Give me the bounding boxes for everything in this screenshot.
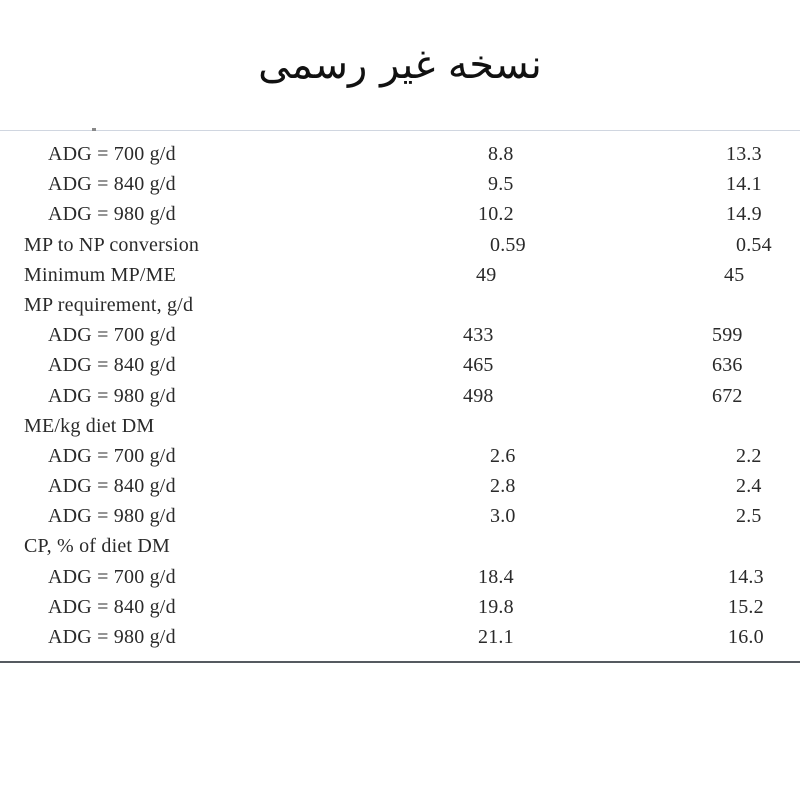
table-row — [0, 442, 800, 472]
row-label: ADG = 840 g/d — [48, 173, 176, 196]
table-row — [0, 472, 800, 502]
row-label: ADG = 980 g/d — [48, 626, 176, 648]
row-value-2: 599 — [712, 324, 743, 347]
row-value-1: 18.4 — [478, 565, 514, 588]
row-label: ADG = 980 g/d — [48, 505, 176, 528]
table-row — [0, 382, 800, 412]
row-label: ADG = 840 g/d — [48, 475, 176, 498]
row-label: ME/kg diet DM — [24, 414, 155, 437]
row-label: MP to NP conversion — [24, 233, 200, 256]
row-label: ADG = 980 g/d — [48, 384, 176, 407]
table-row — [0, 623, 800, 653]
row-value-1: 9.5 — [488, 173, 514, 196]
row-value-1: 49 — [476, 263, 497, 286]
row-label: ADG = 700 g/d — [48, 565, 176, 588]
row-value-2: 15.2 — [728, 595, 764, 618]
row-label: CP, % of diet DM — [24, 535, 170, 558]
watermark-text: نسخه غیر رسمی — [258, 42, 542, 88]
row-label: ADG = 840 g/d — [48, 354, 176, 377]
row-value-2: 13.3 — [726, 143, 762, 165]
table-row — [0, 140, 800, 170]
table-row — [0, 351, 800, 381]
table-row — [0, 291, 800, 321]
row-value-1: 0.59 — [490, 233, 526, 256]
row-value-2: 0.54 — [736, 233, 772, 256]
row-value-2: 14.3 — [728, 565, 764, 588]
row-value-1: 433 — [463, 324, 494, 347]
cut-mark — [92, 128, 96, 131]
bottom-rule — [0, 661, 800, 663]
row-value-1: 10.2 — [478, 203, 514, 226]
row-value-2: 45 — [724, 263, 745, 286]
table-row — [0, 532, 800, 562]
row-value-1: 3.0 — [490, 505, 516, 528]
row-label: MP requirement, g/d — [24, 293, 194, 316]
row-label: ADG = 980 g/d — [48, 203, 176, 226]
table-row — [0, 170, 800, 200]
row-value-1: 2.6 — [490, 444, 516, 467]
table-row — [0, 200, 800, 230]
table-row — [0, 261, 800, 291]
row-value-2: 636 — [712, 354, 743, 377]
row-value-1: 498 — [463, 384, 494, 407]
row-value-1: 21.1 — [478, 626, 514, 648]
row-value-2: 2.4 — [736, 475, 762, 498]
data-table — [0, 140, 800, 653]
table-row — [0, 321, 800, 351]
row-label: ADG = 700 g/d — [48, 143, 176, 165]
row-label: ADG = 700 g/d — [48, 444, 176, 467]
top-rule — [0, 130, 800, 131]
row-value-1: 19.8 — [478, 595, 514, 618]
table-row — [0, 593, 800, 623]
table-row — [0, 231, 800, 261]
table-row — [0, 412, 800, 442]
row-value-2: 14.1 — [726, 173, 762, 196]
row-value-2: 672 — [712, 384, 743, 407]
table-row — [0, 563, 800, 593]
row-value-1: 465 — [463, 354, 494, 377]
row-value-1: 8.8 — [488, 143, 514, 165]
row-value-2: 16.0 — [728, 626, 764, 648]
row-label: ADG = 700 g/d — [48, 324, 176, 347]
row-value-2: 14.9 — [726, 203, 762, 226]
row-value-2: 2.2 — [736, 444, 762, 467]
table-row — [0, 502, 800, 532]
row-label: Minimum MP/ME — [24, 263, 177, 286]
row-value-1: 2.8 — [490, 475, 516, 498]
row-value-2: 2.5 — [736, 505, 762, 528]
row-label: ADG = 840 g/d — [48, 595, 176, 618]
